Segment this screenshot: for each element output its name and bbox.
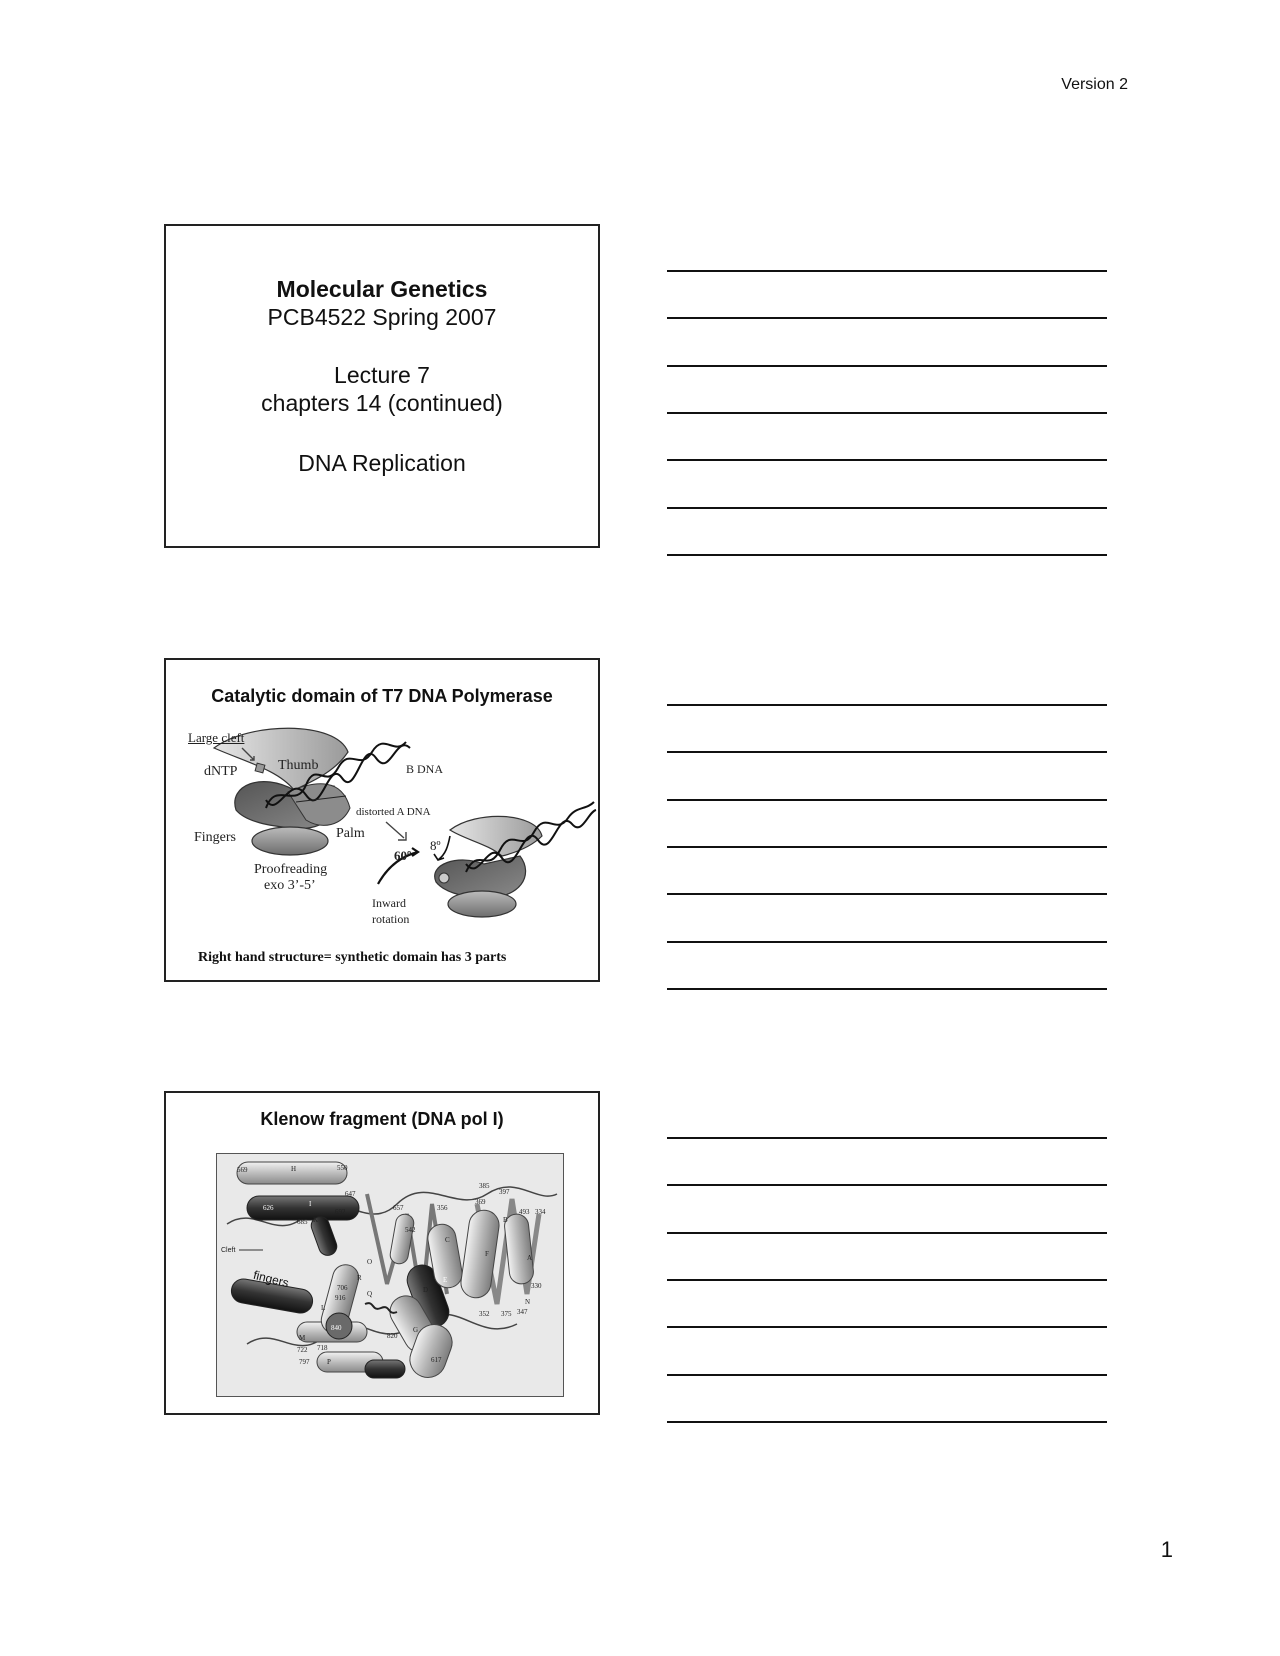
- klenow-structure-figure: [216, 1153, 564, 1397]
- klenow-334: 334: [535, 1208, 546, 1216]
- klenow-p: P: [327, 1358, 331, 1366]
- slide3-title: Klenow fragment (DNA pol I): [260, 1109, 504, 1129]
- klenow-h: H: [291, 1165, 297, 1173]
- label-thumb: Thumb: [278, 758, 319, 773]
- klenow-l: L: [321, 1304, 326, 1312]
- note-line: [667, 799, 1107, 801]
- label-fingers: Fingers: [194, 830, 236, 845]
- slide-t7-polymerase: [164, 658, 600, 982]
- klenow-797: 797: [299, 1358, 310, 1366]
- note-line: [667, 1374, 1107, 1376]
- proofreading-shape-right: [448, 891, 516, 917]
- polymerase-diagram: [166, 660, 598, 980]
- klenow-647: 647: [345, 1190, 356, 1198]
- klenow-label-fingers: fingers: [251, 1267, 291, 1291]
- note-line: [667, 270, 1107, 272]
- label-angle-8: 8º: [430, 838, 441, 853]
- slide1-lecture: Lecture 7: [334, 362, 430, 388]
- klenow-385: 385: [479, 1182, 490, 1190]
- transition-arrow: [386, 822, 406, 840]
- klenow-e: E: [443, 1276, 448, 1284]
- klenow-626: 626: [263, 1204, 274, 1212]
- klenow-916: 916: [335, 1294, 346, 1302]
- label-angle-60: 60º: [394, 848, 412, 863]
- klenow-356: 356: [437, 1204, 448, 1212]
- slide2-title: Catalytic domain of T7 DNA Polymerase: [211, 686, 553, 706]
- label-rotation: rotation: [372, 912, 410, 926]
- label-exo: exo 3’-5’: [264, 878, 316, 893]
- klenow-722: 722: [297, 1346, 308, 1354]
- klenow-820: 820: [387, 1332, 398, 1340]
- klenow-840: 840: [331, 1324, 342, 1332]
- label-dntp: dNTP: [204, 764, 238, 779]
- klenow-685: 685: [297, 1218, 308, 1226]
- klenow-b: B: [503, 1216, 508, 1224]
- klenow-397: 397: [499, 1188, 510, 1196]
- label-large-cleft: Large cleft: [188, 730, 245, 745]
- version-label: Version 2: [1061, 76, 1128, 93]
- note-line: [667, 1421, 1107, 1423]
- note-line: [667, 412, 1107, 414]
- label-palm: Palm: [336, 826, 365, 841]
- note-line: [667, 1232, 1107, 1234]
- proofreading-shape: [252, 827, 328, 855]
- klenow-m: M: [299, 1334, 306, 1342]
- klenow-r: R: [357, 1274, 362, 1282]
- note-line: [667, 317, 1107, 319]
- note-line: [667, 704, 1107, 706]
- klenow-g: G: [413, 1326, 419, 1334]
- klenow-617: 617: [431, 1356, 442, 1364]
- klenow-i: I: [309, 1200, 312, 1208]
- klenow-c: C: [445, 1236, 450, 1244]
- note-line: [667, 365, 1107, 367]
- klenow-550: 550: [337, 1164, 348, 1172]
- label-distorted-dna: distorted A DNA: [356, 806, 431, 818]
- klenow-330: 330: [531, 1282, 542, 1290]
- klenow-569: 569: [237, 1166, 248, 1174]
- note-line: [667, 507, 1107, 509]
- slide2-caption: Right hand structure= synthetic domain has 3 parts: [198, 950, 507, 965]
- klenow-706: 706: [337, 1284, 348, 1292]
- klenow-657: 657: [393, 1204, 404, 1212]
- label-b-dna: B DNA: [406, 762, 444, 776]
- note-line: [667, 893, 1107, 895]
- note-line: [667, 751, 1107, 753]
- klenow-k: K: [313, 1216, 319, 1224]
- note-line: [667, 1279, 1107, 1281]
- note-line: [667, 941, 1107, 943]
- klenow-375: 375: [501, 1310, 512, 1318]
- klenow-o: O: [367, 1258, 373, 1266]
- slide1-title: Molecular Genetics: [276, 276, 488, 302]
- dntp-block: [255, 763, 265, 773]
- klenow-label-cleft: Cleft: [221, 1247, 236, 1254]
- slide-klenow: [164, 1091, 600, 1415]
- slide-title: [164, 224, 600, 548]
- slide1-course: PCB4522 Spring 2007: [267, 304, 497, 330]
- klenow-d: D: [423, 1286, 429, 1294]
- note-line: [667, 846, 1107, 848]
- klenow-542: 542: [405, 1226, 416, 1234]
- note-line: [667, 988, 1107, 990]
- klenow-692: 692: [335, 1208, 346, 1216]
- klenow-n: N: [525, 1298, 531, 1306]
- klenow-347: 347: [517, 1308, 528, 1316]
- klenow-q: Q: [367, 1290, 373, 1298]
- label-inward: Inward: [372, 896, 406, 910]
- note-line: [667, 1137, 1107, 1139]
- page-number: 1: [1160, 1537, 1173, 1562]
- klenow-a: A: [527, 1254, 533, 1262]
- klenow-493: 493: [519, 1208, 530, 1216]
- dntp-bound: [439, 873, 449, 883]
- slide1-topic: DNA Replication: [298, 450, 466, 476]
- slide1-chapters: chapters 14 (continued): [261, 390, 503, 416]
- note-line: [667, 1184, 1107, 1186]
- note-line: [667, 459, 1107, 461]
- klenow-369: 369: [475, 1198, 486, 1206]
- note-line: [667, 1326, 1107, 1328]
- klenow-718: 718: [317, 1344, 328, 1352]
- klenow-352: 352: [479, 1310, 490, 1318]
- klenow-f: F: [485, 1250, 489, 1258]
- label-proofreading: Proofreading: [254, 862, 328, 877]
- note-line: [667, 554, 1107, 556]
